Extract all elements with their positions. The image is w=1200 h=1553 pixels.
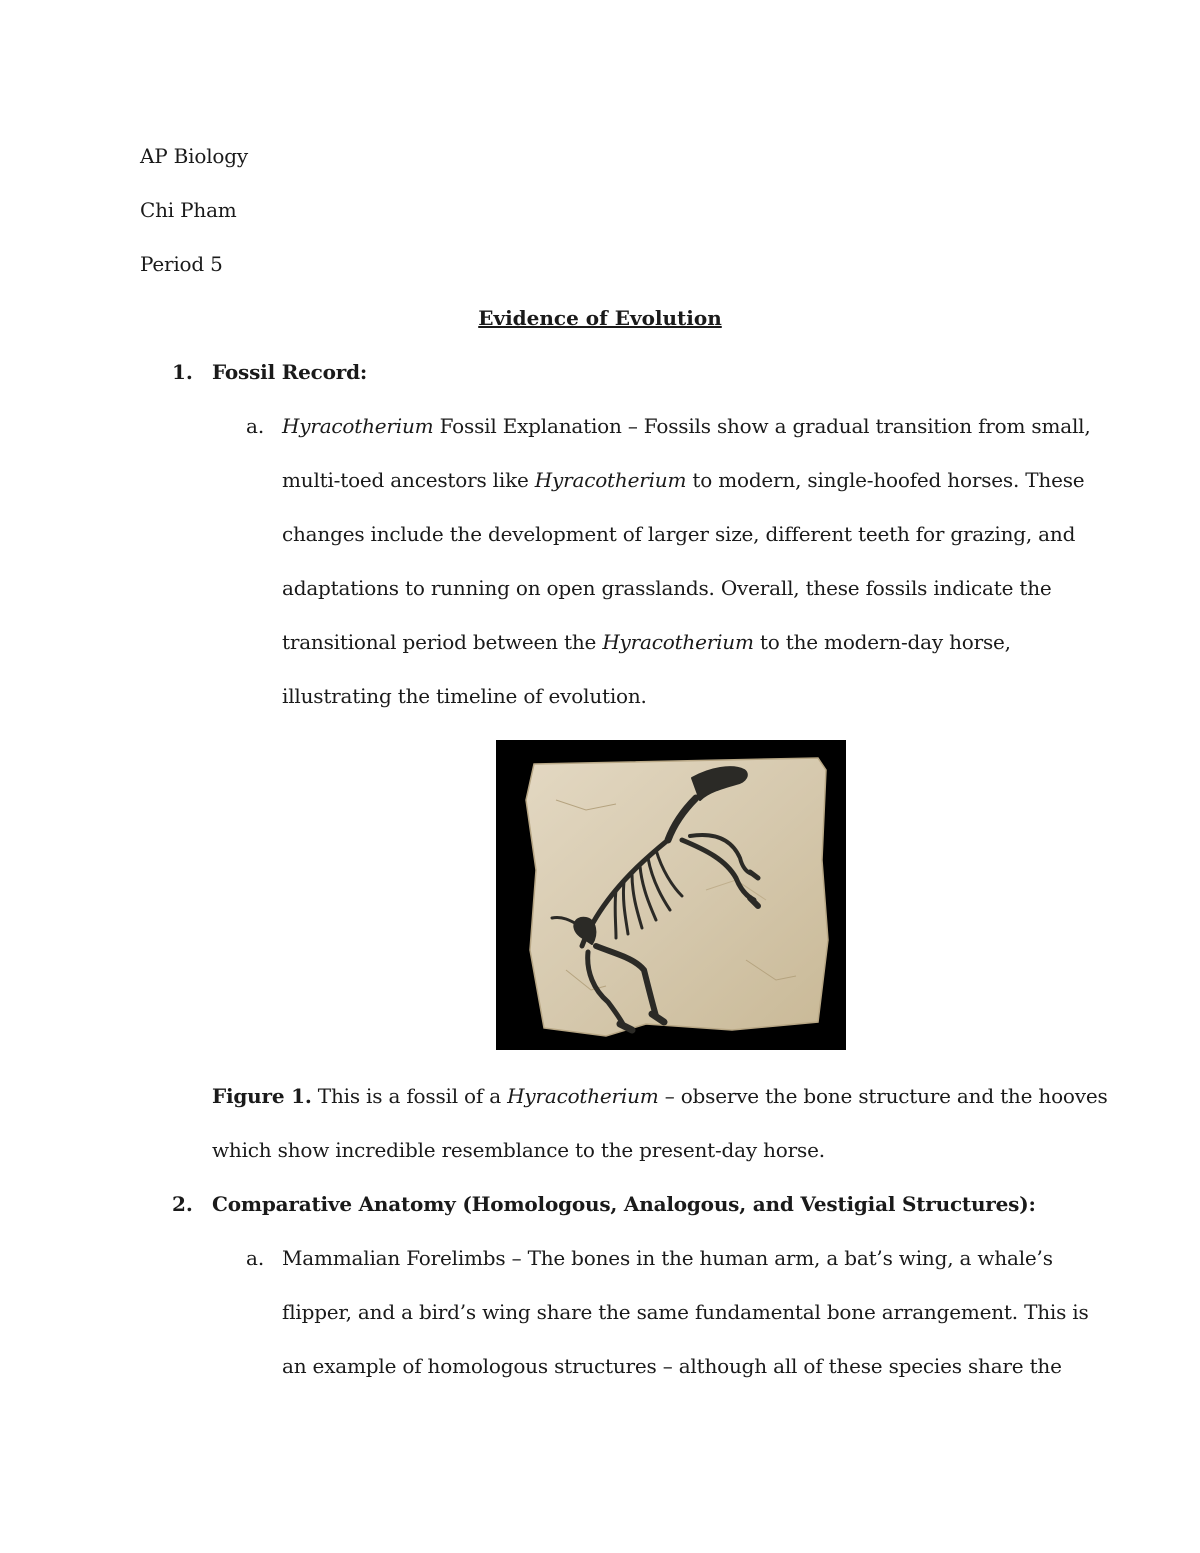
item-1a-line-4: adaptations to running on open grasslands. Overall, these fossils indicate the	[282, 576, 1052, 600]
item-1a-letter: a.	[246, 414, 265, 438]
caption-text: – observe the bone structure and the hooves	[658, 1084, 1108, 1108]
caption-text: This is a fossil of a	[311, 1084, 508, 1108]
taxon-name: Hyracotherium	[534, 468, 687, 492]
fossil-image	[496, 740, 846, 1050]
item-1a-line-1	[282, 412, 1091, 440]
section-2-number: 2.	[172, 1192, 193, 1216]
student-name: Chi Pham	[140, 198, 237, 222]
section-1-number: 1.	[172, 360, 193, 384]
hyracotherium-fossil-illustration	[496, 740, 846, 1050]
item-1a-line-3: changes include the development of larger size, different teeth for grazing, and	[282, 522, 1076, 546]
figure-label: Figure 1.	[212, 1084, 312, 1108]
stone-slab	[526, 758, 828, 1036]
line-text: multi-toed ancestors like	[282, 468, 535, 492]
taxon-name: Hyracotherium	[507, 1084, 659, 1108]
item-1a-line-6: illustrating the timeline of evolution.	[282, 684, 647, 708]
taxon-name: Hyracotherium	[282, 414, 434, 438]
item-1a-line-2	[282, 466, 1084, 494]
line-text: to modern, single-hoofed horses. These	[686, 468, 1085, 492]
item-1a-line-5	[282, 628, 1011, 656]
class-period: Period 5	[140, 252, 223, 276]
taxon-name: Hyracotherium	[602, 630, 754, 654]
figure-caption-line-2: which show incredible resemblance to the present-day horse.	[212, 1138, 825, 1162]
line-text: Fossil Explanation – Fossils show a gradual transition from small,	[433, 414, 1091, 438]
line-text: to the modern-day horse,	[753, 630, 1011, 654]
line-text: transitional period between the	[282, 630, 603, 654]
section-2-heading: Comparative Anatomy (Homologous, Analogous, and Vestigial Structures):	[212, 1192, 1036, 1216]
figure-caption-line-1	[212, 1082, 1108, 1110]
section-1-heading: Fossil Record:	[212, 360, 368, 384]
item-2a-line-2: flipper, and a bird’s wing share the same fundamental bone arrangement. This is	[282, 1300, 1089, 1324]
course-name: AP Biology	[140, 144, 248, 168]
item-2a-line-3: an example of homologous structures – although all of these species share the	[282, 1354, 1062, 1378]
item-2a-line-1: Mammalian Forelimbs – The bones in the human arm, a bat’s wing, a whale’s	[282, 1246, 1053, 1270]
item-2a-letter: a.	[246, 1246, 265, 1270]
page-title: Evidence of Evolution	[478, 306, 722, 330]
